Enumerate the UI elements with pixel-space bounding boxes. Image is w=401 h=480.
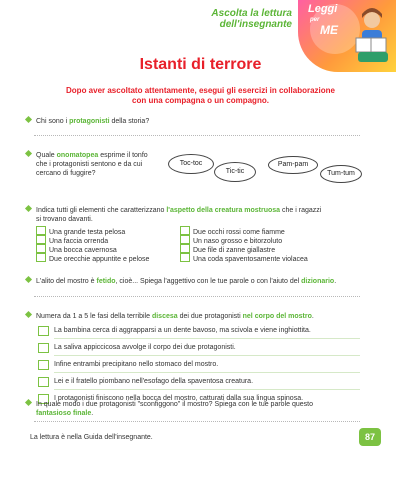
- bubble-option-1[interactable]: Toc-toc: [168, 154, 214, 174]
- listen-line-1: Ascolta la lettura: [211, 8, 292, 19]
- checkbox[interactable]: [180, 226, 190, 235]
- option-right-4[interactable]: [180, 253, 308, 264]
- phase-1: La bambina cerca di aggrapparsi a un dente bavoso, ma scivola e viene inghiottita.: [54, 327, 311, 334]
- question-6: [26, 400, 376, 418]
- checkbox[interactable]: [180, 253, 190, 262]
- q2-keyword: onomatopea: [56, 152, 99, 159]
- diamond-bullet-icon: [25, 150, 32, 157]
- instructions-line-1: Dopo aver ascoltato attentamente, esegui gli esercizi in collaborazione: [66, 86, 335, 95]
- number-box-3[interactable]: [38, 360, 49, 370]
- option-left-4[interactable]: [36, 253, 149, 264]
- badge-leggi: Leggi: [308, 3, 338, 15]
- listen-line-2: dell'insegnante: [219, 19, 292, 30]
- checkbox[interactable]: [36, 226, 46, 235]
- q5-keyword-2: nel corpo del mostro: [242, 313, 312, 320]
- question-4: [26, 277, 376, 286]
- q5-text-c: dei due protagonisti: [177, 313, 243, 320]
- q2-line-3: cercano di fuggire?: [36, 170, 96, 177]
- option-label: Una grande testa pelosa: [49, 229, 126, 236]
- phase-5: I protagonisti finiscono nella bocca del mostro, catturati dalla sua lingua spinosa.: [54, 395, 304, 402]
- bubble-option-4[interactable]: Tum-tum: [320, 165, 362, 183]
- diamond-bullet-icon: [25, 205, 32, 212]
- diamond-bullet-icon: [25, 116, 32, 123]
- q2-line-2: che i protagonisti sentono e da cui: [36, 161, 143, 168]
- badge-per: per: [310, 17, 320, 23]
- answer-line-q6-1[interactable]: [34, 421, 360, 422]
- number-box-1[interactable]: [38, 326, 49, 336]
- number-box-2[interactable]: [38, 343, 49, 353]
- phase-divider: [54, 389, 360, 390]
- checkbox[interactable]: [36, 235, 46, 244]
- listen-note: [168, 8, 292, 30]
- q5-text-e: .: [311, 313, 314, 320]
- phase-3: Infine entrambi precipitano nello stomaco del mostro.: [54, 361, 219, 368]
- page-number: 87: [359, 428, 381, 446]
- checkbox[interactable]: [36, 244, 46, 253]
- q3-keyword: l'aspetto della creatura mostruosa: [166, 207, 281, 214]
- checkbox[interactable]: [180, 235, 190, 244]
- option-label: Una bocca cavernosa: [49, 247, 117, 254]
- q4-keyword-2: dizionario: [301, 278, 335, 285]
- q4-text-e: .: [334, 278, 337, 285]
- q6-text-c: .: [91, 410, 94, 417]
- option-label: Due occhi rossi come fiamme: [193, 229, 285, 236]
- question-3: [26, 206, 366, 224]
- diamond-bullet-icon: [25, 276, 32, 283]
- footer-note: La lettura è nella Guida dell'insegnante.: [30, 434, 153, 441]
- number-box-4[interactable]: [38, 377, 49, 387]
- q6-keyword: fantasioso finale: [36, 410, 92, 417]
- phase-divider: [54, 338, 360, 339]
- q5-text-a: Numera da 1 a 5 le fasi della terribile: [36, 313, 152, 320]
- answer-line-q1[interactable]: [34, 135, 360, 136]
- q2-text-c: esprime il tonfo: [98, 152, 148, 159]
- q3-text-a: Indica tutti gli elementi che caratterizzano: [36, 207, 167, 214]
- question-2: [26, 151, 148, 178]
- bubble-option-2[interactable]: Tic-tic: [214, 162, 256, 182]
- q3-text-c: che i ragazzi: [280, 207, 322, 214]
- instructions: [40, 86, 361, 106]
- option-label: Un naso grosso e bitorzoluto: [193, 238, 283, 245]
- q1-keyword: protagonisti: [69, 118, 110, 125]
- instructions-line-2: con una compagna o un compagno.: [132, 96, 269, 105]
- q1-text-c: della storia?: [109, 118, 150, 125]
- q4-keyword: fetido: [96, 278, 116, 285]
- answer-line-q4[interactable]: [34, 296, 360, 297]
- q4-text-c: , cioè... Spiega l'aggettivo con le tue parole o con l'aiuto del: [115, 278, 302, 285]
- page-title: Istanti di terrore: [139, 56, 262, 73]
- q4-text-a: L'alito del mostro è: [36, 278, 97, 285]
- q6-text-a: In quale modo i due protagonisti "sconfiggono" il mostro? Spiega con le tue parole questo: [36, 401, 313, 408]
- option-label: Una faccia orrenda: [49, 238, 109, 245]
- diamond-bullet-icon: [25, 311, 32, 318]
- phase-2: La saliva appiccicosa avvolge il corpo dei due protagonisti.: [54, 344, 236, 351]
- phase-divider: [54, 372, 360, 373]
- option-label: Due file di zanne giallastre: [193, 247, 276, 254]
- bubble-option-3[interactable]: Pam-pam: [268, 156, 318, 174]
- option-label: Una coda spaventosamente violacea: [193, 256, 308, 263]
- q5-keyword: discesa: [151, 313, 178, 320]
- phase-divider: [54, 355, 360, 356]
- q2-text-a: Quale: [36, 152, 57, 159]
- badge-me: ME: [320, 23, 338, 37]
- checkbox[interactable]: [180, 244, 190, 253]
- phase-4: Lei e il fratello piombano nell'esofago della spaventosa creatura.: [54, 378, 254, 385]
- checkbox[interactable]: [36, 253, 46, 262]
- option-label: Due orecchie appuntite e pelose: [49, 256, 150, 263]
- q3-line-2: si trovano davanti.: [36, 216, 93, 223]
- diamond-bullet-icon: [25, 399, 32, 406]
- q1-text-a: Chi sono i: [36, 118, 70, 125]
- question-1: [26, 117, 149, 126]
- question-5: [26, 312, 376, 321]
